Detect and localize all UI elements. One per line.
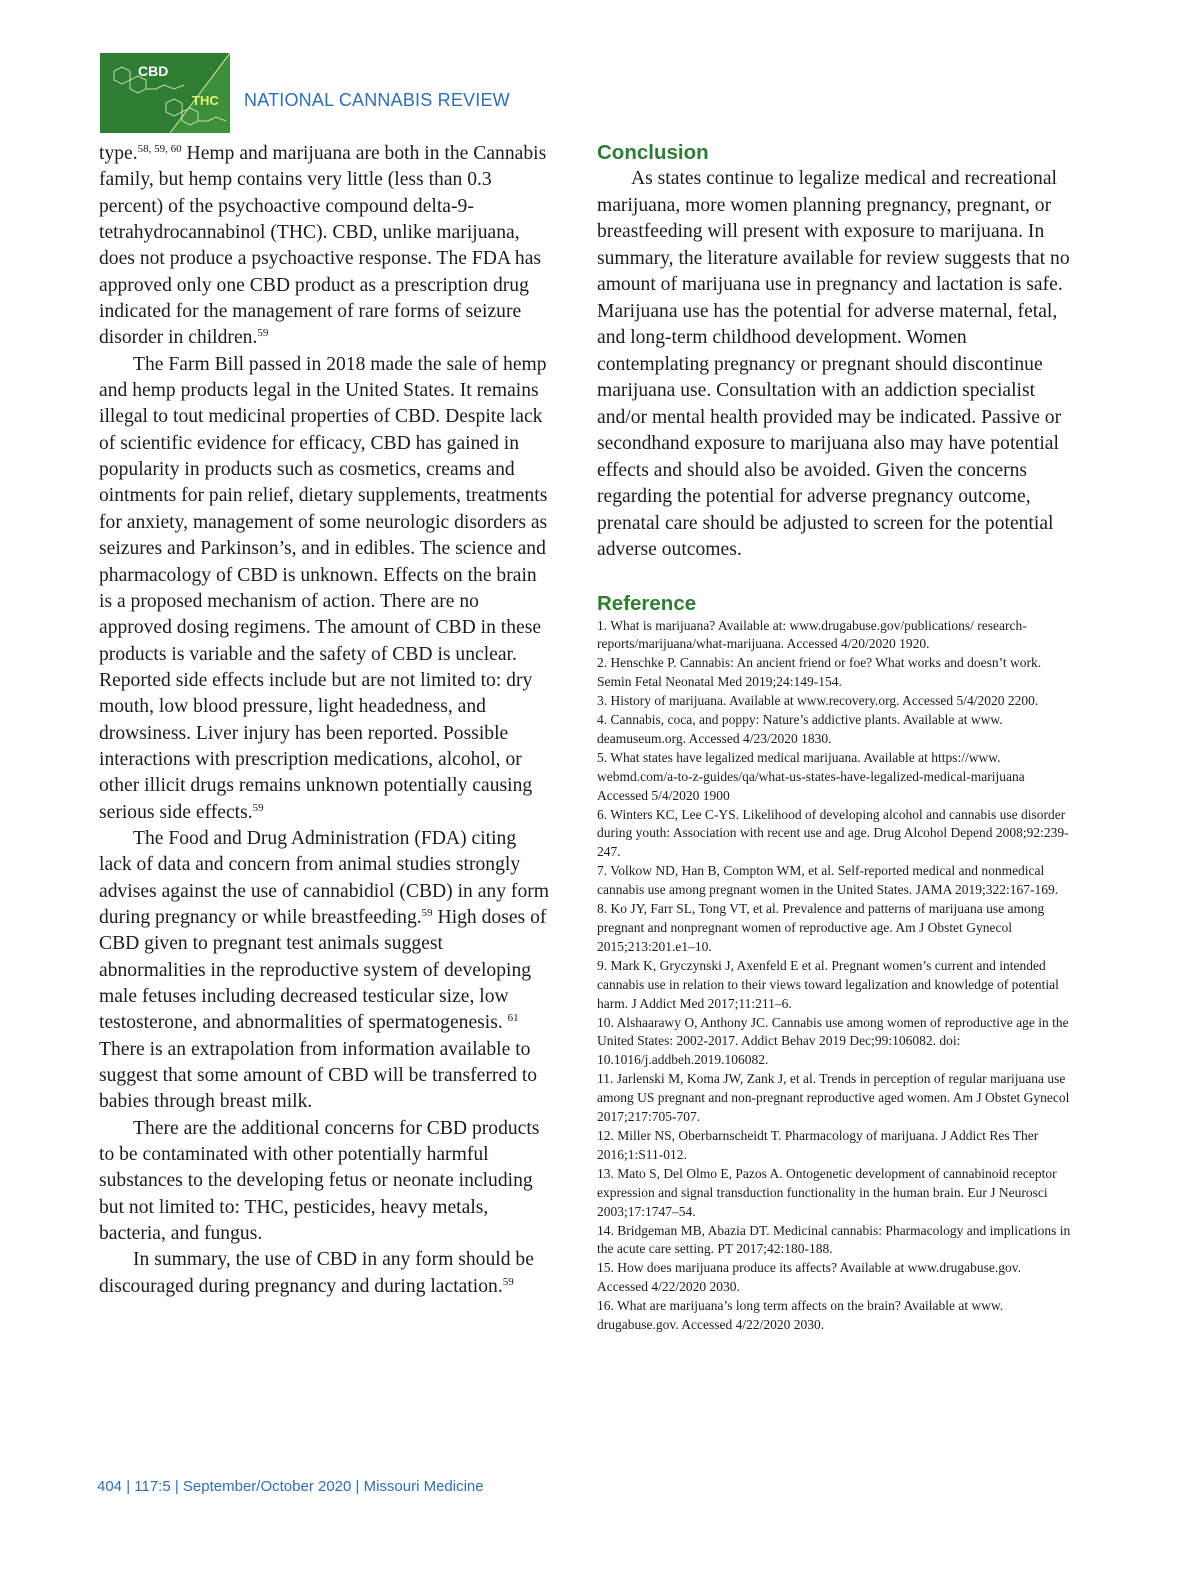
page-footer: 404 | 117:5 | September/October 2020 | Missouri Medicine [97, 1478, 484, 1495]
paragraph-text: In summary, the use of CBD in any form should be discouraged during pregnancy and during lactation. [99, 1249, 534, 1297]
paragraph-fda [99, 826, 549, 1116]
reference-item: 15. How does marijuana produce its affects? Available at www.drugabuse.gov. Accessed 4/22/2020 2030. [597, 1260, 1021, 1295]
journal-title: NATIONAL CANNABIS REVIEW [244, 90, 510, 110]
paragraph-text: The Food and Drug Administration (FDA) citing lack of data and concern from animal studies strongly advises against the use of cannabidiol (CBD) in any form during pregnancy or while breastfeeding. [99, 827, 550, 928]
paragraph-farm-bill [99, 352, 549, 826]
conclusion-section [597, 140, 1072, 564]
reference-item: 7. Volkow ND, Han B, Compton WM, et al. Self-reported medical and nonmedical cannabis use among pregnant women in the United States. JAMA 2019;322:167-169. [597, 863, 1059, 898]
reference-item: 8. Ko JY, Farr SL, Tong VT, et al. Prevalence and patterns of marijuana use among pregnant and nonpregnant women of reproductive age. Am J Obstet Gynecol 2015;213:201.e1–10. [597, 901, 1045, 954]
citation-superscript: 58, 59, 60 [137, 143, 182, 155]
citation-superscript: 59 [502, 1275, 514, 1288]
paragraph-text: The Farm Bill passed in 2018 made the sale of hemp and hemp products legal in the United States. It remains illegal to tout medicinal properties of CBD. Despite lack of scientific evidence for efficacy, CBD has gained in popularity in products such as cosmetics, creams and ointments for pain relief, dietary supplements, treatments for anxiety, management of some neurologic disorders as seizures and Parkinson’s, and in edibles. The science and pharmacology of CBD is unknown. Effects on the brain is a proposed mechanism of action. There are no approved dosing regimens. The amount of CBD in these products is variable and the safety of CBD is unclear. Reported side effects include but are not limited to: dry mouth, low blood pressure, light headedness, and drowsiness. Liver injury has been reported. Possible interactions with prescription medications, alcohol, or other illicit drugs remains unknown potentially causing serious side effects. [99, 353, 548, 823]
paragraph-hemp [99, 141, 549, 352]
logo-thc-text: THC [192, 93, 219, 108]
citation-superscript: 61 [507, 1012, 519, 1025]
left-column [99, 141, 549, 1300]
conclusion-heading: Conclusion [597, 141, 709, 164]
paragraph-text: There are the additional concerns for CBD products to be contaminated with other potentially harmful substances to the developing fetus or neonate including but not limited to: THC, pesticides, heavy metals, bacteria, and fungus. [99, 1117, 540, 1245]
citation-superscript: 59 [252, 801, 264, 814]
citation-superscript: 59 [421, 906, 433, 919]
right-column [597, 140, 1072, 1335]
reference-item: 4. Cannabis, coca, and poppy: Nature’s addictive plants. Available at www. deamuseum.org. Accessed 4/23/2020 1830. [597, 712, 1003, 746]
paragraph-text: There is an extrapolation from information available to suggest that some amount of CBD will be transferred to babies through breast milk. [99, 1038, 538, 1113]
paragraph-text: High doses of CBD given to pregnant test animals suggest abnormalities in the reproductive system of developing male fetuses including decreased testicular size, low testosterone, and abnormalities of spermatogenesis. [99, 906, 547, 1034]
citation-superscript: 59 [257, 327, 269, 340]
cbd-thc-logo [100, 53, 230, 133]
paragraph-contamination [99, 1116, 549, 1248]
conclusion-text: As states continue to legalize medical and recreational marijuana, more women planning pregnancy, pregnant, or breastfeeding will present with exposure to marijuana. In summary, the literature available for review suggests that no amount of marijuana use in pregnancy and lactation is safe. Marijuana use has the potential for adverse maternal, fetal, and long-term childhood development. Women contemplating pregnancy or pregnant should discontinue marijuana use. Consultation with an addiction specialist and/or mental health provided may be indicated. Passive or secondhand exposure to marijuana also may have potential effects and should also be avoided. Given the concerns regarding the potential for adverse pregnancy outcome, prenatal care should be adjusted to screen for the potential adverse outcomes. [597, 168, 1070, 560]
reference-item: 11. Jarlenski M, Koma JW, Zank J, et al. Trends in perception of regular marijuana use among US pregnant and non-pregnant reproductive aged women. Am J Obstet Gynecol 2017;217:705-707. [597, 1071, 1070, 1125]
reference-item: 1. What is marijuana? Available at: www.drugabuse.gov/publications/ research-reports/marijuana/what-marijuana. Accessed 4/20/2020 1920. [597, 617, 1027, 652]
reference-item: 16. What are marijuana’s long term affects on the brain? Available at www. drugabuse.gov. Accessed 4/22/2020 2030. [597, 1298, 1004, 1333]
reference-item: 2. Henschke P. Cannabis: An ancient friend or foe? What works and doesn’t work. Semin Fetal Neonatal Med 2019;24:149-154. [597, 655, 1042, 690]
reference-item: 3. History of marijuana. Available at www.recovery.org. Accessed 5/4/2020 2200. [597, 693, 1039, 709]
reference-item: 10. Alshaarawy O, Anthony JC. Cannabis use among women of reproductive age in the United States: 2002-2017. Addict Behav 2019 Dec;99:106082. doi: 10.1016/j.addbeh.2019.106082. [597, 1014, 1069, 1068]
reference-item: 9. Mark K, Gryczynski J, Axenfeld E et al. Pregnant women’s current and intended cannabis use in relation to their views toward legalization and knowledge of potential harm. J Addict Med 2017;11:211–6. [597, 957, 1059, 1011]
reference-item: 13. Mato S, Del Olmo E, Pazos A. Ontogenetic development of cannabinoid receptor expression and signal transduction functionality in the human brain. Eur J Neurosci 2003;17:1747–54. [597, 1165, 1057, 1219]
reference-item: 6. Winters KC, Lee C-YS. Likelihood of developing alcohol and cannabis use disorder during youth: Association with recent use and age. Drug Alcohol Depend 2008;92:239-247. [597, 806, 1069, 860]
reference-section [597, 591, 1072, 1335]
reference-heading: Reference [597, 591, 697, 615]
paragraph-text: Hemp and marijuana are both in the Cannabis family, but hemp contains very little (less than 0.3 percent) of the psychoactive compound delta-9-tetrahydrocannabinol (THC). CBD, unlike marijuana, does not produce a psychoactive response. The FDA has approved only one CBD product as a prescription drug indicated for the management of rare forms of seizure disorder in children. [99, 143, 547, 349]
paragraph-text: type. [99, 143, 138, 164]
reference-item: 12. Miller NS, Oberbarnscheidt T. Pharmacology of marijuana. J Addict Res Ther 2016;1:S11-012. [597, 1127, 1039, 1162]
reference-item: 14. Bridgeman MB, Abazia DT. Medicinal cannabis: Pharmacology and implications in the acute care setting. PT 2017;42:180-188. [597, 1222, 1071, 1257]
paragraph-summary [99, 1247, 549, 1300]
logo-cbd-text: CBD [138, 63, 169, 79]
reference-list [597, 617, 1072, 1335]
reference-item: 5. What states have legalized medical marijuana. Available at https://www. webmd.com/a-to-z-guides/qa/what-us-states-have-legalized-medical-marijuana Accessed 5/4/2020 1900 [597, 749, 1025, 803]
